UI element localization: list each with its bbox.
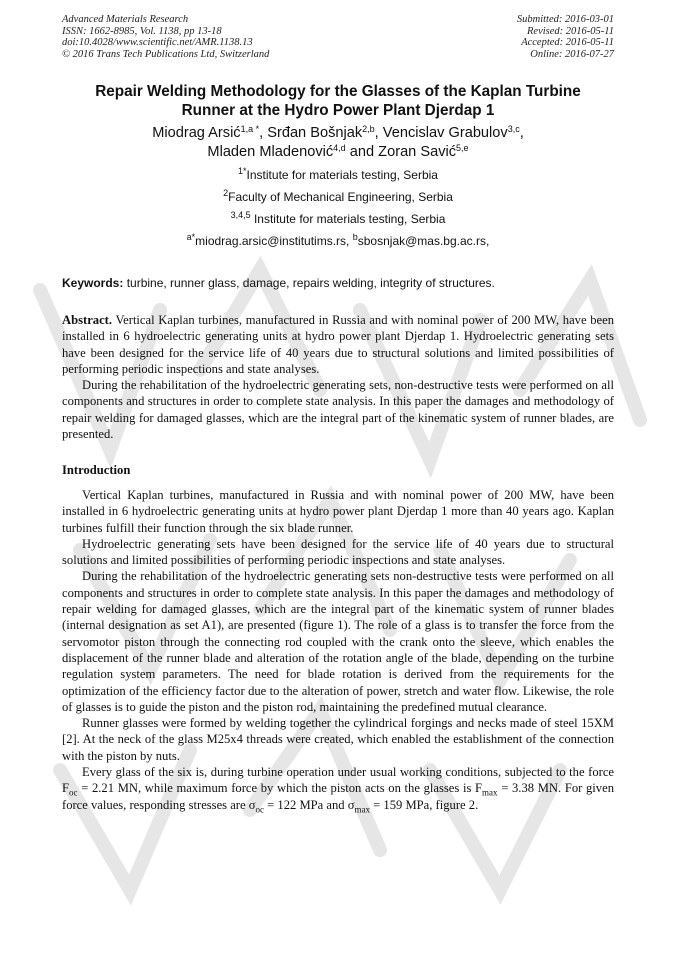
affiliation-text: Faculty of Mechanical Engineering, Serbia [228,190,453,204]
author-affiliation-mark: 4,d [333,143,346,153]
affiliation-mark: 3,4,5 [230,210,251,220]
author-conjunction: and [349,144,375,160]
author-name: Vencislav Grabulov [382,125,508,141]
date-online: Online: 2016-07-27 [530,48,614,60]
journal-doi[interactable]: doi:10.4028/www.scientific.net/AMR.1138.13 [62,37,253,49]
affiliation [62,212,614,226]
author-affiliation-mark: 3,c [507,124,520,134]
affiliation-text: Institute for materials testing, Serbia [246,168,438,182]
journal-copyright: © 2016 Trans Tech Publications Ltd, Switzerland [62,48,270,60]
journal-issn: ISSN: 1662-8985, Vol. 1138, pp 13-18 [62,25,222,37]
affiliation-text: Institute for materials testing, Serbia [250,212,446,226]
date-revised: Revised: 2016-05-11 [527,25,614,37]
abstract-text: Vertical Kaplan turbines, manufactured in Russia and with nominal power of 200 MW, have been installed in 6 hydroelectric generating units at hydro power plant Djerdap 1. Hydroelectric generating sets have been designed for the service life of 40 years due to structural solutions and limited possibilities of performing periodic inspections and state analyses. [62,313,614,376]
keywords-text: turbine, runner glass, damage, repairs welding, integrity of structures. [123,276,495,290]
subscript: max [482,787,498,798]
author-name: Zoran Savić [378,144,457,160]
abstract-label: Abstract. [62,313,113,327]
subscript: oc [255,804,265,815]
author-emails [62,234,614,248]
author-name: Mladen Mladenović [207,144,334,160]
subscript: oc [69,787,78,798]
author-affiliation-mark: 1,a * [240,124,260,134]
body-paragraph: Vertical Kaplan turbines, manufactured in Russia and with nominal power of 200 MW, have been installed in 6 hydroelectric generating units at hydro power plant Djerdap 1 more than 40 years ago. Kaplan turbines fulfill their function through the six blade runner. [62,488,614,535]
text-run: Every glass of the six is, during turbine operation under usual working conditions, subjected to the force F [62,765,614,796]
body-paragraph: During the rehabilitation of the hydroelectric generating sets non-destructive tests were performed on all components and structures in order to complete state analysis. In this paper the damages and methodology of repair welding for damaged glasses, which are the integral part of the kinematic system of runner blades (internal designation as set A1), are presented (figure 1). The role of a glass is to transfer the force from the servomotor piston through the connecting rod coupled with the crank onto the sleeve, which enables the displacement of the runner blade and alteration of the rotation angle of the blade, depending on the turbine regulation system parameters. The need for blade rotation is derived from the requirements for the optimization of the efficiency factor due to the alteration of power, stretch and water flow. Likewise, the role of glasses is to guide the piston and the piston rod, maintaining the predefined mutual clearance. [62,569,614,714]
body-paragraph [62,764,614,813]
journal-name: Advanced Materials Research [62,14,189,25]
text-run: = 122 MPa and σ [264,797,355,812]
email-link[interactable]: sbosnjak@mas.bg.ac.rs, [357,234,490,248]
affiliation [62,168,614,182]
author-name: Srđan Bošnjak [267,125,363,141]
keywords [62,276,614,291]
email-mark: a* [186,232,196,242]
author-list: Miodrag Arsić$^{1,a *}$, Srđan Bošnjak$^{2,b}$, Vencislav Grabulov$^{3,c}$, Mladen Mladenović$^{4,d}$ and Zoran Savić$^{5,e}$ [152,124,524,160]
keywords-label: Keywords: [62,276,124,290]
email-mark: b [352,232,358,242]
author-name: Miodrag Arsić [152,125,241,141]
paper-title [62,82,614,120]
text-run: = 3.38 MN. For given force values, responding stresses are σ [62,781,614,812]
body-paragraph: Hydroelectric generating sets have been designed for the service life of 40 years due to structural solutions and limited possibilities of performing periodic inspections and state analyses. [62,536,614,568]
affiliation-mark: 2 [223,188,229,198]
body-paragraph: Runner glasses were formed by welding together the cylindrical forgings and necks made of steel 15XM [2]. At the neck of the glass M25x4 threads were created, which enabled the establishment of the connection with the piston by nuts. [62,716,614,763]
subscript: max [354,804,371,815]
author-affiliation-mark: 2,b [362,124,375,134]
abstract [62,312,614,442]
text-run: = 159 MPa, figure 2. [370,797,479,812]
paper-title-line-2: Runner at the Hydro Power Plant Djerdap 1 [181,102,495,119]
date-submitted: Submitted: 2016-03-01 [516,14,614,25]
affiliation [62,190,614,204]
date-accepted: Accepted: 2016-05-11 [521,37,614,49]
text-run: = 2.21 MN, while maximum force by which the piston acts on the glasses is F [77,781,483,796]
author-affiliation-mark: 5,e [456,143,469,153]
abstract-paragraph [62,312,614,377]
paper-title-line-1: Repair Welding Methodology for the Glasses of the Kaplan Turbine [95,83,581,100]
email-link[interactable]: miodrag.arsic@institutims.rs, [195,234,350,248]
section-heading: Introduction [62,463,131,477]
abstract-paragraph: During the rehabilitation of the hydroelectric generating sets, non-destructive tests were performed on all components and structures in order to complete state analysis. In this paper the damages and methodology of repair welding for damaged glasses, which are the integral part of the kinematic system of runner blades, are presented. [62,378,614,442]
introduction-section [62,487,614,813]
affiliation-mark: 1* [238,166,247,176]
